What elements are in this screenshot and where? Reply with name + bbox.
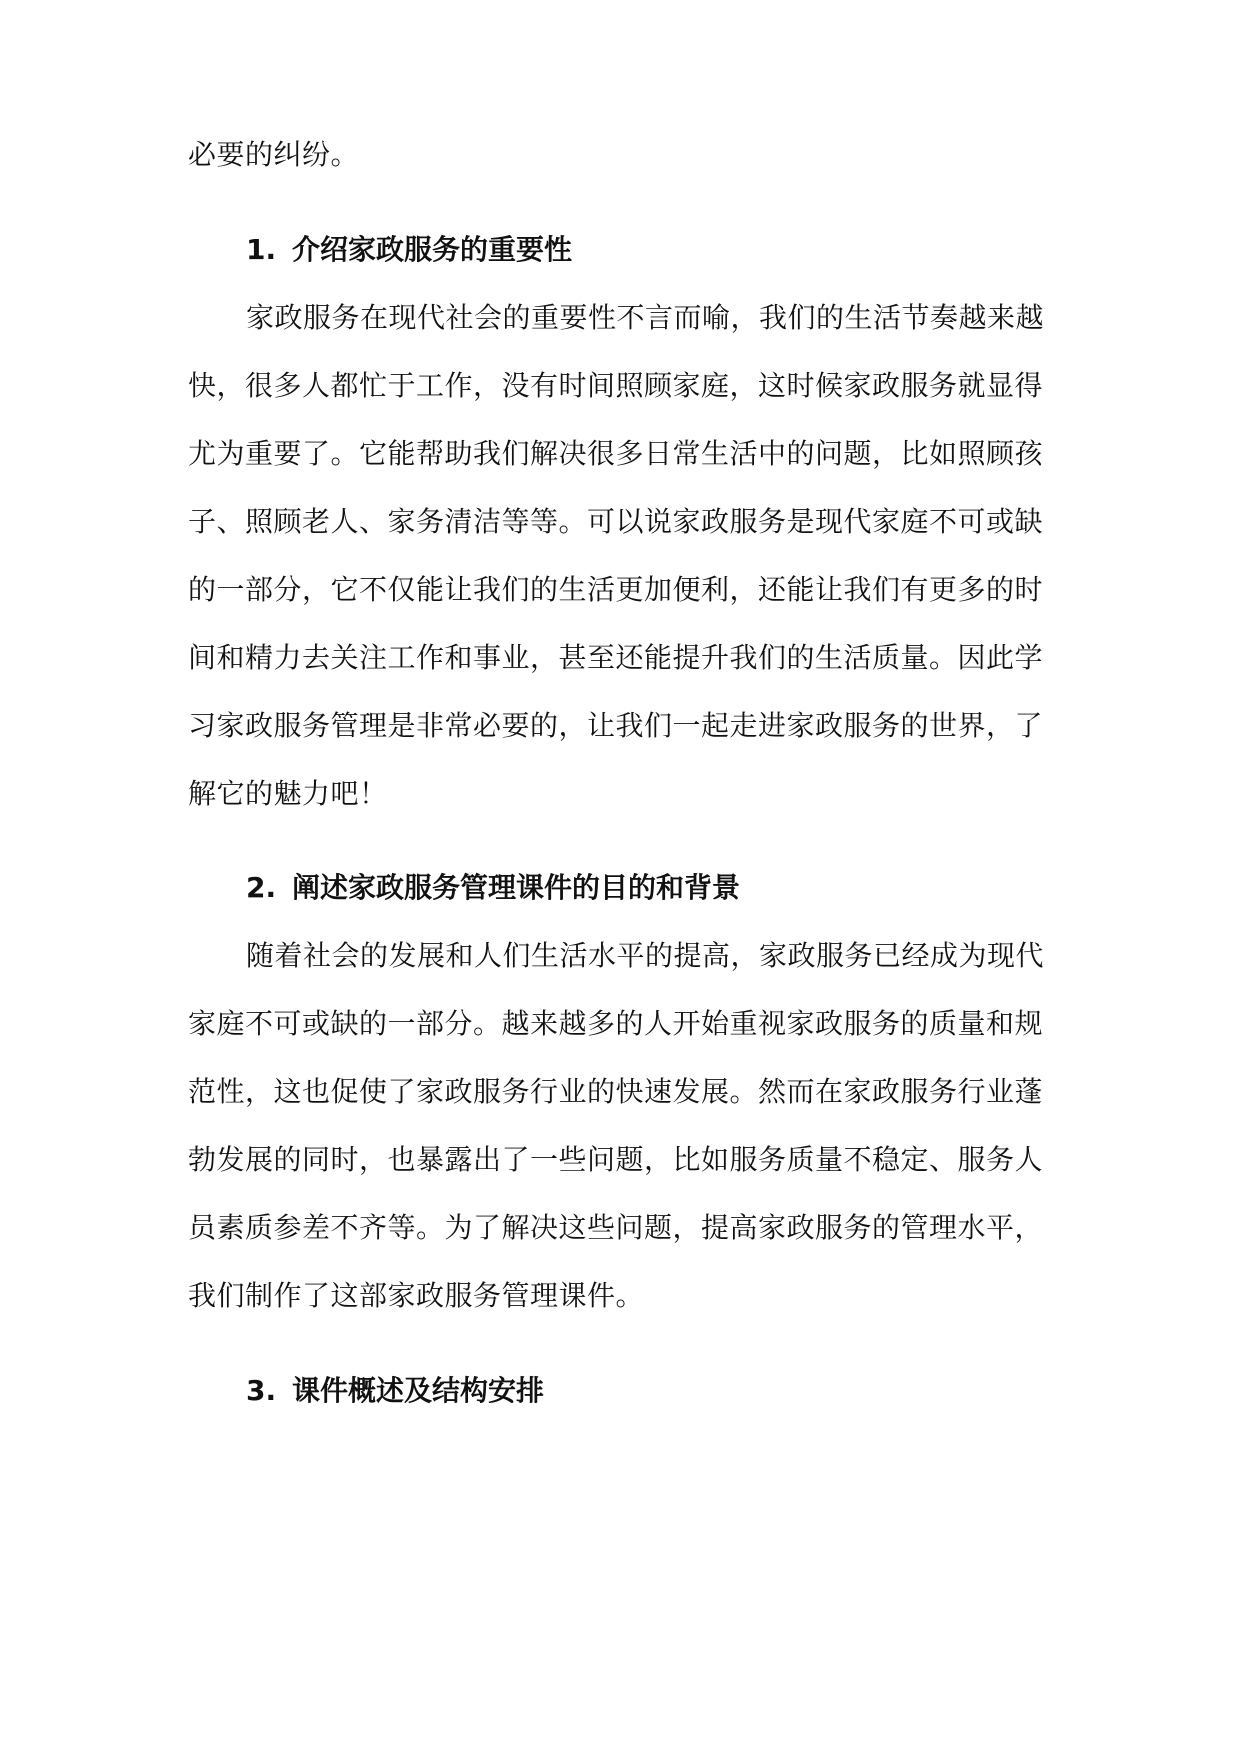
section-1-line-4: 子、照顾老人、家务清洁等等。可以说家政服务是现代家庭不可或缺 [188,505,1044,538]
section-1-number: 1. [246,233,277,266]
intro-tail-text: 必要的纠纷。 [188,138,360,171]
section-3-number: 3. [246,1374,277,1407]
section-1-line-1: 家政服务在现代社会的重要性不言而喻，我们的生活节奏越来越 [246,301,1045,334]
section-2-line-1: 随着社会的发展和人们生活水平的提高，家政服务已经成为现代 [246,939,1045,972]
section-3-heading [246,1373,544,1409]
section-1-line-2: 快，很多人都忙于工作，没有时间照顾家庭，这时候家政服务就显得 [188,369,1044,402]
section-2-line-4: 勃发展的同时，也暴露出了一些问题，比如服务质量不稳定、服务人 [188,1143,1044,1176]
section-1-line-7: 习家政服务管理是非常必要的，让我们一起走进家政服务的世界，了 [188,709,1044,742]
section-2-line-5: 员素质参差不齐等。为了解决这些问题，提高家政服务的管理水平， [188,1211,1044,1244]
section-1-title: 介绍家政服务的重要性 [292,233,573,266]
section-1-line-3: 尤为重要了。它能帮助我们解决很多日常生活中的问题，比如照顾孩 [188,437,1044,470]
section-2-title: 阐述家政服务管理课件的目的和背景 [292,871,741,904]
section-2-line-2: 家庭不可或缺的一部分。越来越多的人开始重视家政服务的质量和规 [188,1007,1044,1040]
section-1-heading [246,232,572,268]
section-1-line-8: 解它的魅力吧！ [188,777,388,810]
section-1-line-6: 间和精力去关注工作和事业，甚至还能提升我们的生活质量。因此学 [188,641,1044,674]
section-2-number: 2. [246,871,277,904]
section-2-line-3: 范性，这也促使了家政服务行业的快速发展。然而在家政服务行业蓬 [188,1075,1044,1108]
section-1-line-5: 的一部分，它不仅能让我们的生活更加便利，还能让我们有更多的时 [188,573,1044,606]
section-2-line-6: 我们制作了这部家政服务管理课件。 [188,1279,645,1312]
section-3-title: 课件概述及结构安排 [292,1374,545,1407]
section-2-heading [246,870,740,906]
